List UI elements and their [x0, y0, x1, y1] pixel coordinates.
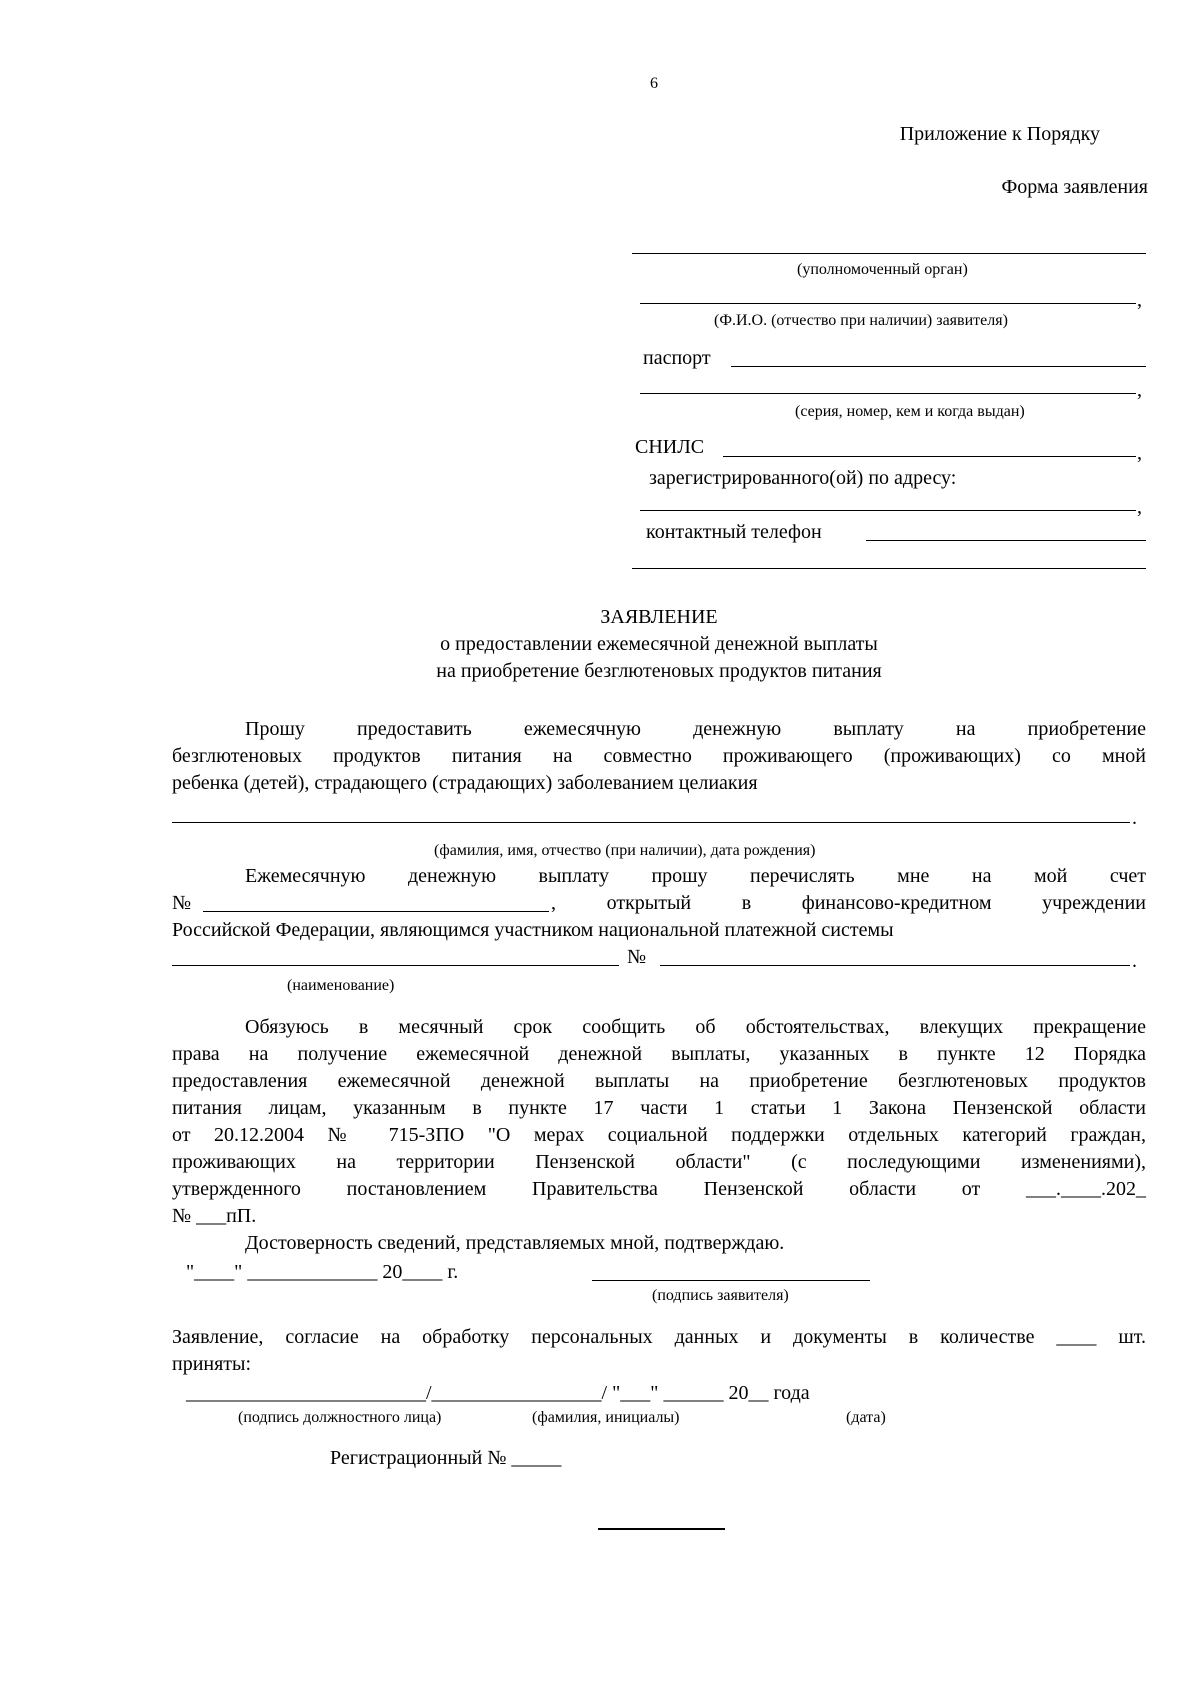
p2-line-2-rest: , открытый в финансово-кредитном учреждении — [551, 892, 1146, 914]
p3-line-7: утвержденного постановлением Правительства Пензенской области от ___.____.202_ — [172, 1178, 1146, 1200]
passport-line-2[interactable] — [640, 393, 1136, 394]
p2-line-3: Российской Федерации, являющимся участником национальной платежной системы — [172, 919, 894, 941]
end-divider — [598, 1528, 725, 1530]
p3-line-5: от 20.12.2004 № 715-ЗПО "О мерах социальной поддержки отдельных категорий граждан, — [172, 1124, 1146, 1146]
bank-name-line[interactable] — [172, 965, 619, 966]
child-period: . — [1132, 807, 1137, 829]
p1-line-2: безглютеновых продуктов питания на совместно проживающего (проживающих) со мной — [172, 745, 1146, 767]
page-number: 6 — [650, 75, 658, 92]
p3-line-3: предоставления ежемесячной денежной выплаты на приобретение безглютеновых продуктов — [172, 1070, 1146, 1092]
applicant-signature-line[interactable] — [592, 1280, 870, 1281]
signature-caption: (подпись заявителя) — [652, 1287, 789, 1304]
child-line[interactable] — [172, 822, 1130, 823]
account-number-sign: № — [172, 892, 192, 914]
fio-comma: , — [1137, 289, 1142, 311]
acceptance-sign-line[interactable]: ________________________/_________________/ "___" ______ 20__ года — [186, 1382, 810, 1404]
child-caption: (фамилия, имя, отчество (при наличии), дата рождения) — [434, 842, 816, 859]
account-line[interactable] — [203, 911, 549, 912]
form-label: Форма заявления — [1001, 176, 1148, 198]
acceptance-line-1: Заявление, согласие на обработку персональных данных и документы в количестве ____ шт. — [172, 1326, 1146, 1348]
card-period: . — [1132, 950, 1137, 972]
registered-label: зарегистрированного(ой) по адресу: — [649, 467, 957, 489]
card-number-line[interactable] — [660, 965, 1130, 966]
acceptance-date-caption: (дата) — [846, 1409, 886, 1426]
card-number-sign: № — [627, 946, 647, 968]
snils-label: СНИЛС — [635, 436, 705, 458]
p1-line-1: Прошу предоставить ежемесячную денежную выплату на приобретение — [245, 718, 1146, 740]
organ-line[interactable] — [632, 253, 1146, 254]
official-name-caption: (фамилия, инициалы) — [532, 1409, 680, 1426]
registration-number[interactable]: Регистрационный № _____ — [330, 1447, 562, 1469]
snils-line[interactable] — [723, 456, 1136, 457]
document-title: ЗАЯВЛЕНИЕ — [600, 606, 718, 628]
fio-line[interactable] — [640, 303, 1136, 304]
confirmation-text: Достоверность сведений, представляемых мной, подтверждаю. — [245, 1232, 785, 1254]
bank-caption: (наименование) — [287, 977, 395, 994]
address-comma: , — [1137, 496, 1142, 518]
p3-line-1: Обязуюсь в месячный срок сообщить об обстоятельствах, влекущих прекращение — [245, 1016, 1146, 1038]
p2-line-1: Ежемесячную денежную выплату прошу перечислять мне на мой счет — [245, 865, 1146, 887]
passport-label: паспорт — [643, 347, 711, 369]
phone-line[interactable] — [866, 540, 1146, 541]
snils-comma: , — [1137, 442, 1142, 464]
passport-line[interactable] — [731, 366, 1146, 367]
p1-line-3: ребенка (детей), страдающего (страдающих) заболеванием целиакия — [172, 772, 758, 794]
applicant-date-line[interactable]: "____" _____________ 20____ г. — [186, 1261, 459, 1283]
official-signature-caption: (подпись должностного лица) — [238, 1409, 442, 1426]
address-line[interactable] — [640, 510, 1136, 511]
document-subtitle-2: на приобретение безглютеновых продуктов питания — [436, 660, 882, 682]
passport-comma: , — [1137, 379, 1142, 401]
p3-line-2: права на получение ежемесячной денежной выплаты, указанных в пункте 12 Порядка — [172, 1043, 1146, 1065]
document-subtitle-1: о предоставлении ежемесячной денежной выплаты — [440, 633, 878, 655]
p3-line-4: питания лицам, указанным в пункте 17 части 1 статьи 1 Закона Пензенской области — [172, 1097, 1146, 1119]
passport-caption: (серия, номер, кем и когда выдан) — [795, 403, 1025, 420]
p3-line-8: № ___пП. — [172, 1205, 257, 1227]
fio-caption: (Ф.И.О. (отчество при наличии) заявителя) — [714, 312, 1008, 329]
appendix-label: Приложение к Порядку — [899, 123, 1100, 145]
organ-caption: (уполномоченный орган) — [797, 261, 968, 278]
p3-line-6: проживающих на территории Пензенской области" (с последующими изменениями), — [172, 1151, 1146, 1173]
phone-label: контактный телефон — [646, 521, 822, 543]
acceptance-line-2: приняты: — [172, 1353, 252, 1375]
extra-line[interactable] — [632, 568, 1146, 569]
